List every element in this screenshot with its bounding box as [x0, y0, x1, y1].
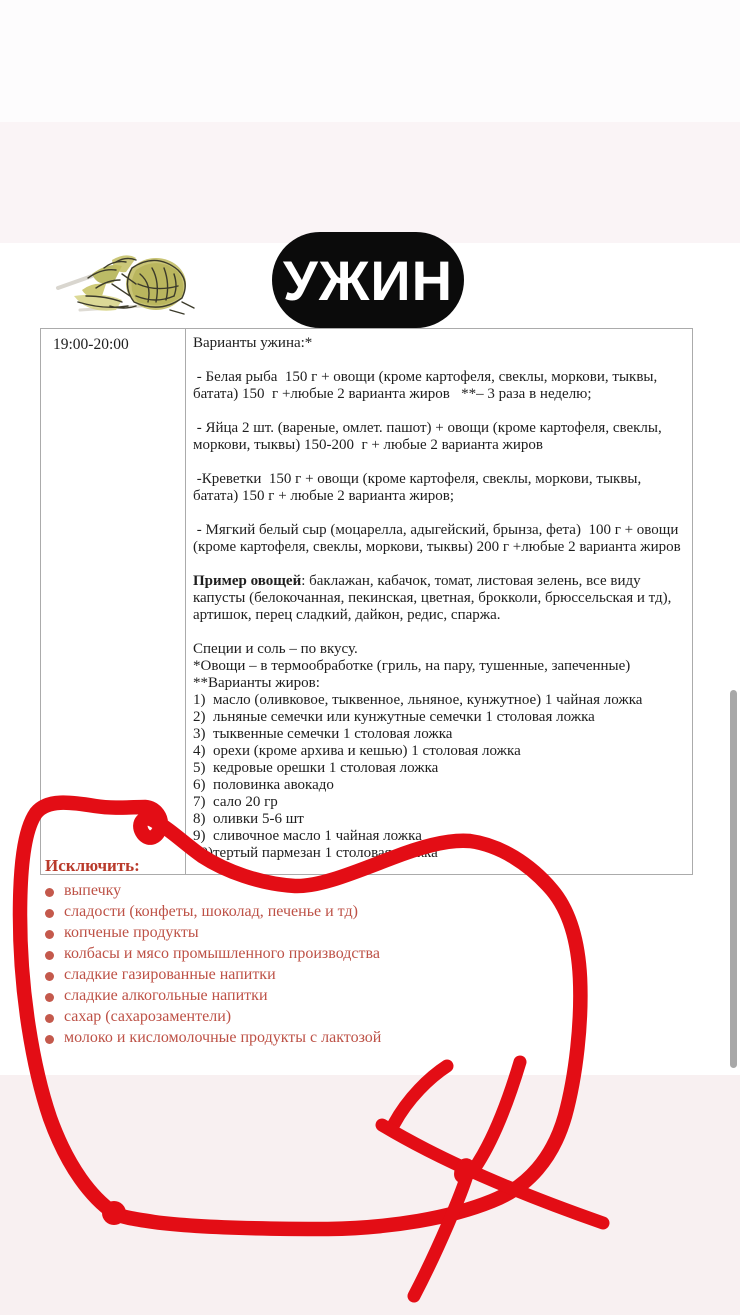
fat-option: 1) масло (оливковое, тыквенное, льняное, кунжутное) 1 чайная ложка	[193, 692, 643, 708]
exclude-item	[45, 1008, 675, 1029]
fat-option: 3) тыквенные семечки 1 столовая ложка	[193, 726, 453, 742]
fat-option: 5) кедровые орешки 1 столовая ложка	[193, 760, 439, 776]
bullet-icon	[45, 909, 54, 918]
bullet-icon	[45, 888, 54, 897]
exclude-item-label: колбасы и мясо промышленного производства	[64, 945, 380, 962]
exclude-item	[45, 882, 675, 903]
dinner-option: - Мягкий белый сыр (моцарелла, адыгейский, брынза, фета) 100 г + овощи (кроме картофеля, свеклы, моркови, тыквы) 200 г +любые 2 варианта жиров	[193, 522, 683, 555]
artichoke-sketch-illustration	[52, 244, 217, 324]
bullet-icon	[45, 1035, 54, 1044]
note-spices: Специи и соль – по вкусу.	[193, 641, 358, 657]
dinner-option: - Яйца 2 шт. (вареные, омлет. пашот) + овощи (кроме картофеля, свеклы, моркови, тыквы) 150-200 г + любые 2 варианта жиров	[193, 420, 666, 453]
fat-option: 7) сало 20 гр	[193, 794, 278, 810]
exclude-item-label: сахар (сахарозаментели)	[64, 1008, 232, 1025]
fat-option: 4) орехи (кроме архива и кешью) 1 столовая ложка	[193, 743, 521, 759]
fat-options-list	[193, 692, 682, 862]
veg-example	[193, 573, 682, 624]
bullet-icon	[45, 993, 54, 1002]
fat-option: 8) оливки 5-6 шт	[193, 811, 304, 827]
exclude-section	[45, 856, 675, 1050]
exclude-item-label: сладкие алкогольные напитки	[64, 987, 268, 1004]
story-title-pill	[272, 232, 464, 328]
exclude-item-label: молоко и кисломолочные продукты с лактозой	[64, 1029, 382, 1046]
bullet-icon	[45, 1014, 54, 1023]
fat-option: 6) половинка авокадо	[193, 777, 334, 793]
exclude-item-label: сладости (конфеты, шоколад, печенье и тд)	[64, 903, 358, 920]
dinner-option: - Белая рыба 150 г + овощи (кроме картофеля, свеклы, моркови, тыквы, батата) 150 г +любые 2 варианта жиров **– 3 раза в неделю;	[193, 369, 662, 402]
fat-option: 9) сливочное масло 1 чайная ложка	[193, 828, 422, 844]
bullet-icon	[45, 951, 54, 960]
bullet-icon	[45, 930, 54, 939]
fat-option: 2) льняные семечки или кунжутные семечки 1 столовая ложка	[193, 709, 595, 725]
dinner-option: -Креветки 150 г + овощи (кроме картофеля, свеклы, моркови, тыквы, батата) 150 г + любые 2 варианта жиров;	[193, 471, 646, 504]
exclude-item-label: копченые продукты	[64, 924, 199, 941]
vertical-scrollbar-thumb	[730, 690, 737, 1068]
note-vegetables: *Овощи – в термообработке (гриль, на пару, тушенные, запеченные)	[193, 658, 631, 674]
exclude-item	[45, 987, 675, 1008]
story-title-text: УЖИН	[282, 248, 454, 312]
dinner-options-cell	[186, 329, 692, 874]
bullet-icon	[45, 972, 54, 981]
note-fats-header: **Варианты жиров:	[193, 675, 320, 691]
dinner-table	[40, 328, 693, 875]
veg-example-text: : баклажан, кабачок, томат, листовая зелень, все виду капусты (белокочанная, пекинская, цветная, брокколи, брюссельская и тд), артишок, перец сладкий, дайкон, редис, спаржа.	[193, 573, 676, 623]
dinner-time-cell: 19:00-20:00	[41, 329, 186, 874]
exclude-item-label: сладкие газированные напитки	[64, 966, 276, 983]
exclude-item	[45, 903, 675, 924]
exclude-item	[45, 924, 675, 945]
exclude-item	[45, 966, 675, 987]
story-background-bottom	[0, 1075, 740, 1315]
veg-example-label: Пример овощей	[193, 573, 302, 589]
story-background-top	[0, 0, 740, 122]
dinner-intro: Варианты ужина:*	[193, 335, 313, 351]
story-background-mid	[0, 122, 740, 243]
fat-option: 10)тертый пармезан 1 столовая ложка	[193, 845, 438, 861]
exclude-item-label: выпечку	[64, 882, 122, 899]
exclude-item	[45, 945, 675, 966]
exclude-title: Исключить:	[45, 856, 140, 875]
exclude-item	[45, 1029, 675, 1050]
